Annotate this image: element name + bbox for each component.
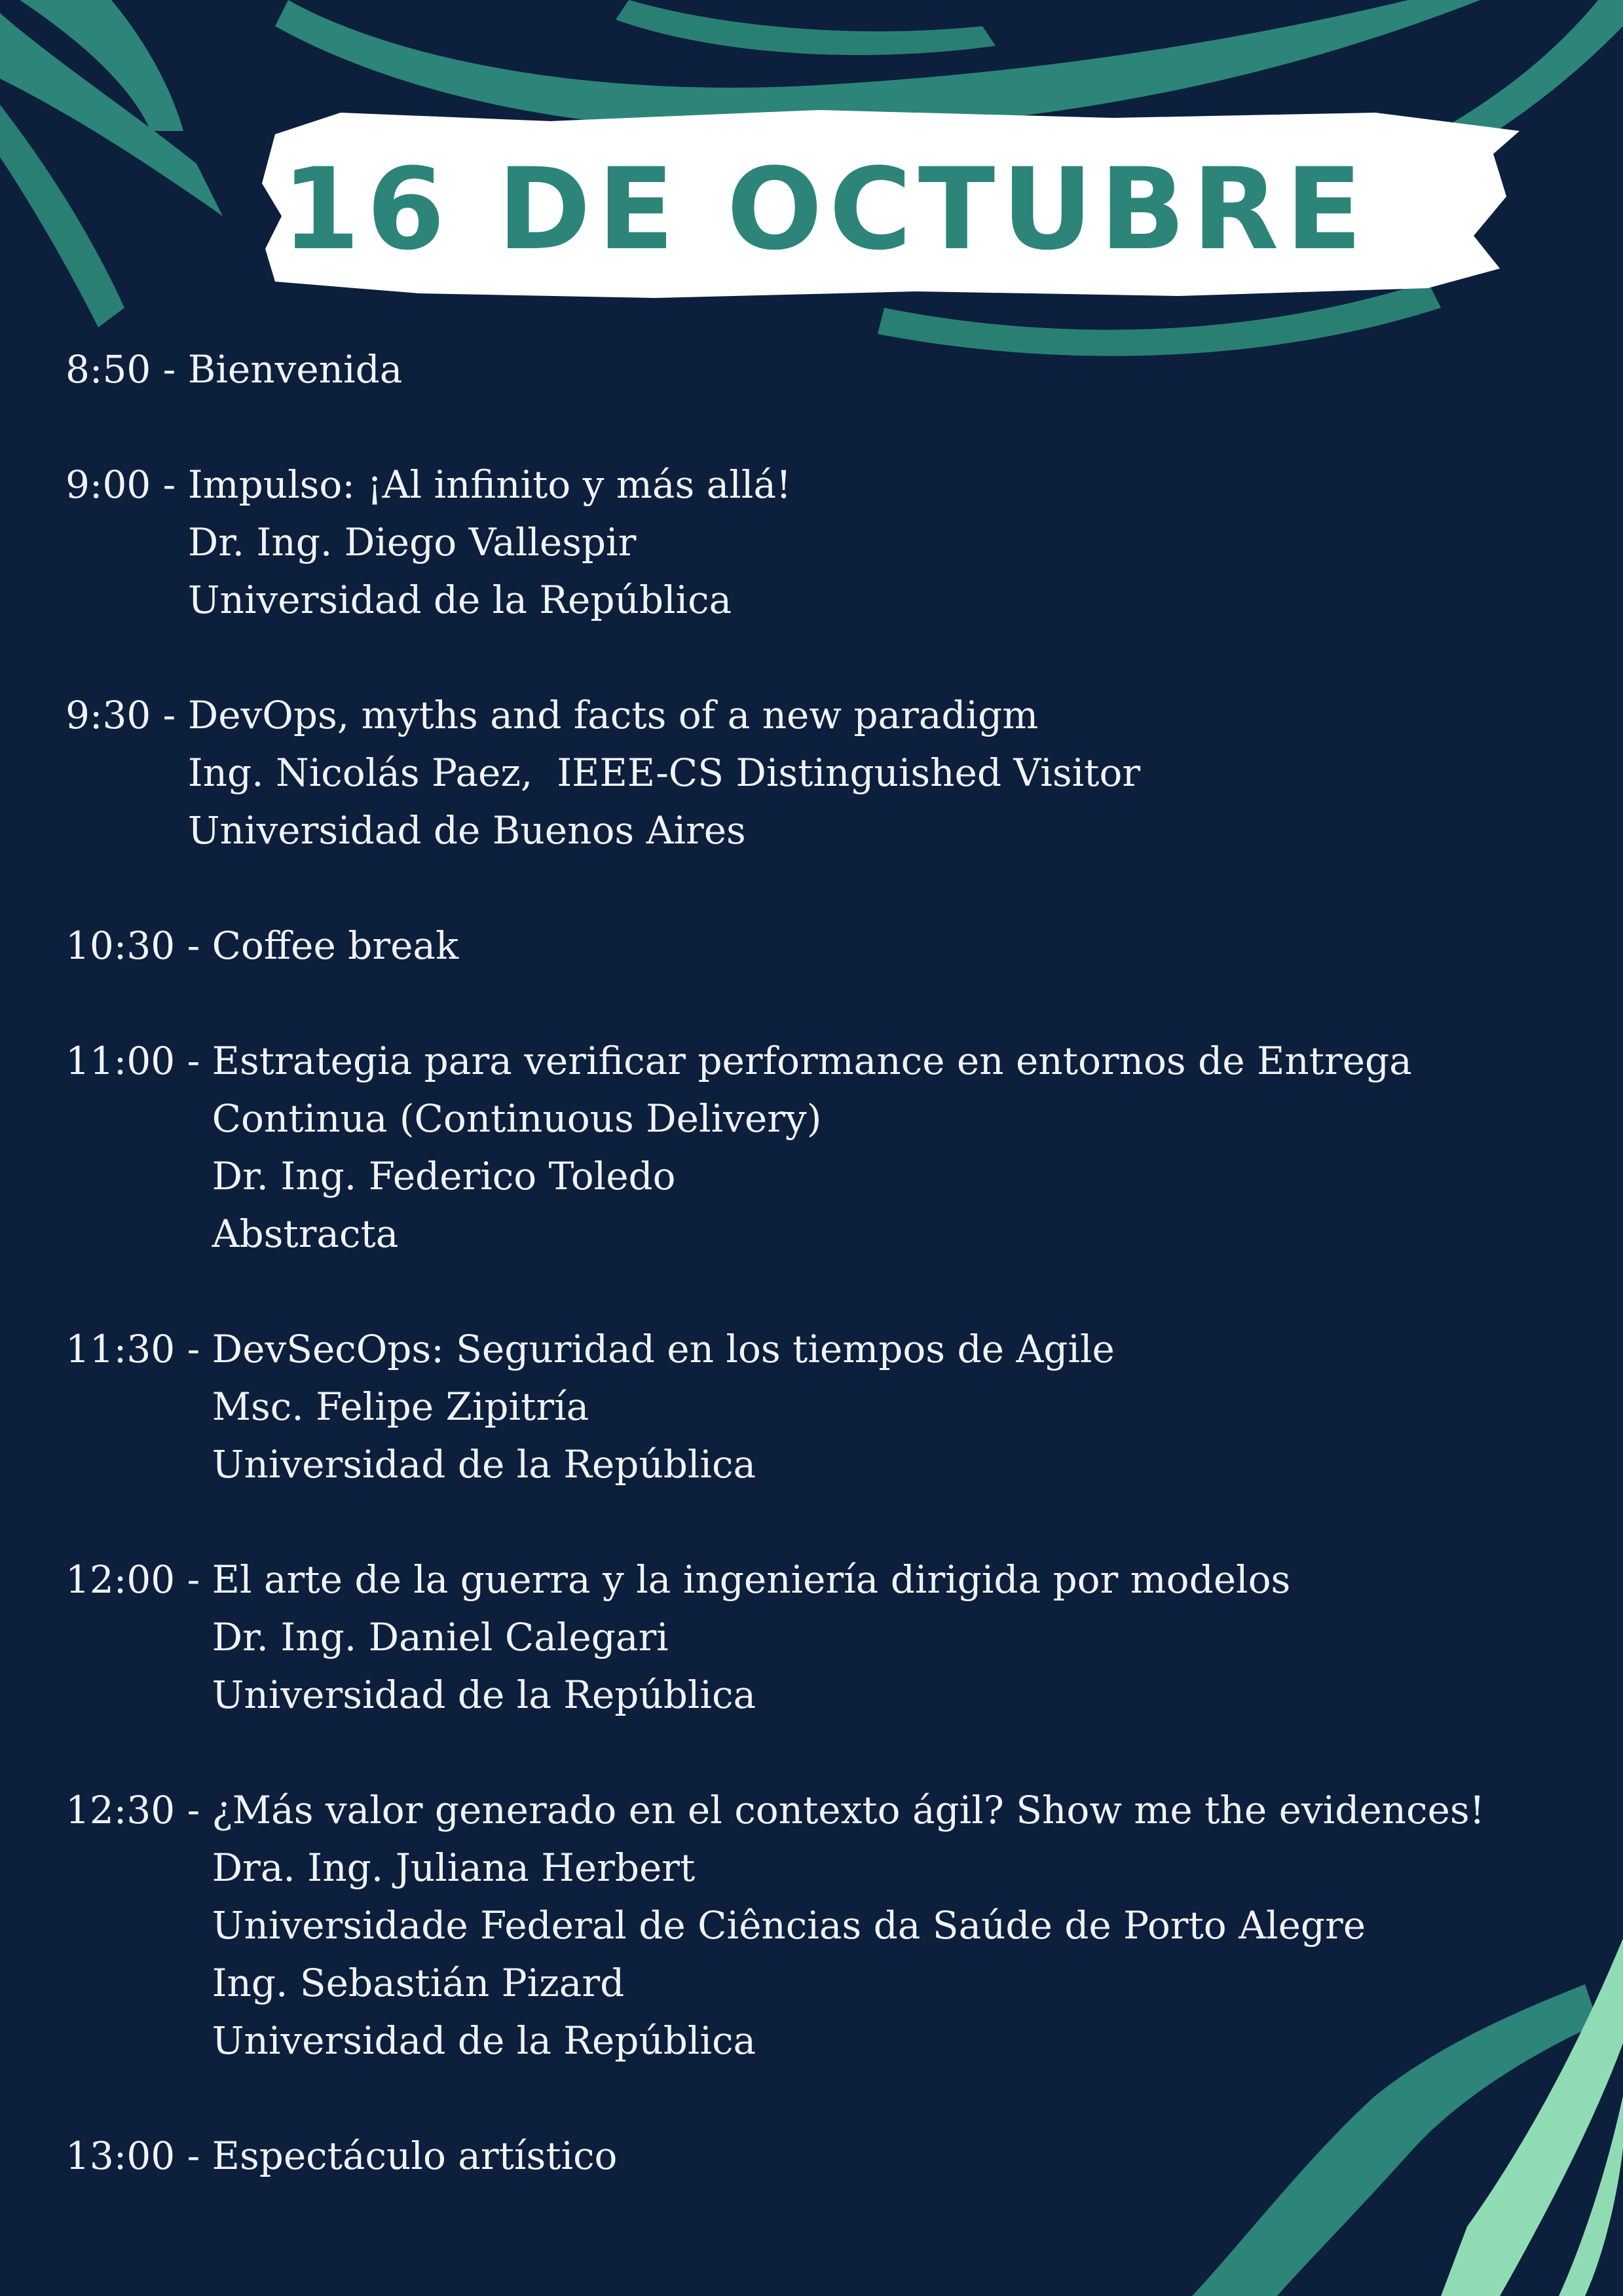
entry-title: Espectáculo artístico (212, 2134, 618, 2178)
entry-affiliation: Universidad de la República (212, 1442, 756, 1487)
entry-title: Estrategia para verificar performance en entornos de Entrega (212, 1039, 1412, 1083)
entry-speaker: Dr. Ing. Federico Toledo (212, 1154, 676, 1198)
schedule-entry (65, 1551, 1572, 1724)
schedule-entry (65, 917, 1572, 974)
brush-stroke-top-arc-thin (616, 0, 996, 55)
entry-speaker: Dr. Ing. Diego Vallespir (187, 520, 637, 565)
entry-title: ¿Más valor generado en el contexto ágil? Show me the evidences! (212, 1788, 1485, 1832)
entry-time: 11:00 - (65, 1039, 212, 1083)
entry-affiliation: Abstracta (212, 1212, 399, 1256)
entry-speaker: Msc. Felipe Zipitría (212, 1384, 589, 1429)
entry-title: DevSecOps: Seguridad en los tiempos de Agile (212, 1327, 1115, 1371)
entry-title: Impulso: ¡Al infinito y más allá! (187, 462, 792, 507)
entry-speaker: Ing. Sebastián Pizard (212, 1961, 625, 2005)
entry-title: El arte de la guerra y la ingeniería dirigida por modelos (212, 1557, 1291, 1602)
entry-speaker: Dr. Ing. Daniel Calegari (212, 1615, 669, 1659)
entry-time: 8:50 - (65, 347, 188, 392)
entry-title: Bienvenida (187, 347, 403, 392)
entry-time: 13:00 - (65, 2134, 212, 2178)
entry-time: 9:00 - (65, 462, 188, 507)
entry-title-continued: Continua (Continuous Delivery) (212, 1096, 822, 1141)
schedule-entry (65, 456, 1572, 629)
entry-title: Coffee break (212, 923, 459, 968)
entry-speaker: Dra. Ing. Juliana Herbert (212, 1845, 696, 1890)
entry-speaker: Ing. Nicolás Paez, IEEE-CS Distinguished Visitor (187, 750, 1141, 795)
schedule-entry (65, 1032, 1572, 1263)
entry-affiliation: Universidad de Buenos Aires (187, 808, 746, 853)
schedule-entry (65, 1320, 1572, 1493)
schedule-entry (65, 2127, 1572, 2185)
schedule-entry (65, 341, 1572, 398)
schedule-entry (65, 686, 1572, 859)
schedule-list (65, 341, 1572, 2185)
entry-affiliation: Universidade Federal de Ciências da Saúde de Porto Alegre (212, 1903, 1366, 1948)
page-title: 16 DE OCTUBRE (282, 143, 1369, 275)
entry-affiliation: Universidad de la República (212, 2018, 756, 2063)
entry-time: 12:30 - (65, 1788, 212, 1832)
entry-time: 12:00 - (65, 1557, 212, 1602)
entry-affiliation: Universidad de la República (212, 1673, 756, 1717)
entry-time: 10:30 - (65, 923, 212, 968)
entry-time: 11:30 - (65, 1327, 212, 1371)
schedule-entry (65, 1781, 1572, 2069)
entry-title: DevOps, myths and facts of a new paradigm (187, 693, 1039, 737)
entry-affiliation: Universidad de la República (187, 578, 732, 622)
entry-time: 9:30 - (65, 693, 188, 737)
